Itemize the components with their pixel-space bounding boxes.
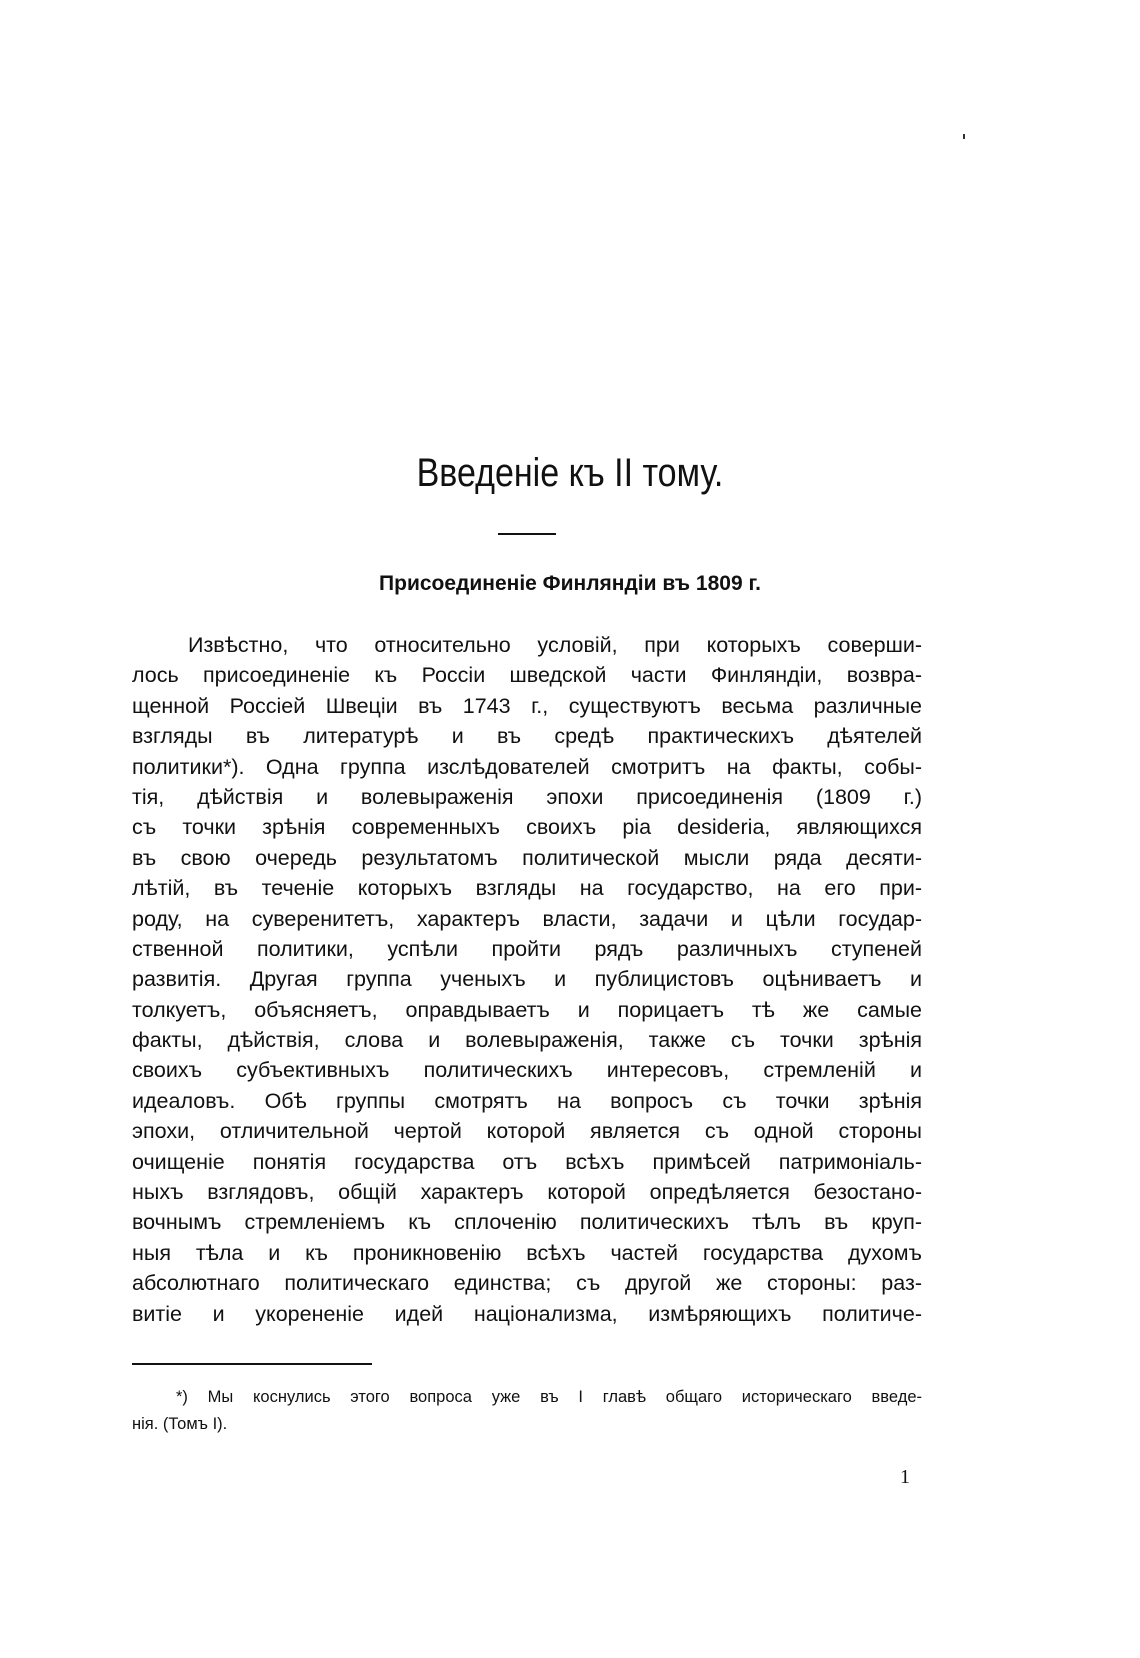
body-line: ственной политики, успѣли пройти рядъ различныхъ ступеней xyxy=(132,936,922,961)
body-line: факты, дѣйствія, слова и волевыраженія, также съ точки зрѣнія xyxy=(132,1028,922,1053)
body-line: Извѣстно, что относительно условій, при которыхъ соверши- xyxy=(188,633,922,657)
body-line: политики*). Одна группа изслѣдователей смотритъ на факты, собы- xyxy=(132,754,922,779)
body-paragraph xyxy=(132,630,922,1329)
page-number: 1 xyxy=(900,1466,910,1488)
body-line: развитія. Другая группа ученыхъ и публицистовъ оцѣниваетъ и xyxy=(132,967,922,992)
footnote-line: нія. (Томъ I). xyxy=(132,1415,228,1433)
title-rule xyxy=(498,533,556,535)
body-line: толкуетъ, объясняетъ, оправдываетъ и порицаетъ тѣ же самые xyxy=(132,997,922,1022)
body-line: лѣтій, въ теченіе которыхъ взгляды на государство, на его при- xyxy=(132,876,922,901)
body-line: ныя тѣла и къ проникновенію всѣхъ частей государства духомъ xyxy=(132,1240,922,1265)
body-line: очищеніе понятія государства отъ всѣхъ примѣсей патримоніаль- xyxy=(132,1149,922,1174)
body-line: взгляды въ литературѣ и въ средѣ практическихъ дѣятелей xyxy=(132,724,922,749)
footnote xyxy=(132,1384,922,1438)
body-line: идеаловъ. Обѣ группы смотрятъ на вопросъ съ точки зрѣнія xyxy=(132,1088,922,1113)
body-line: тія, дѣйствія и волевыраженія эпохи присоединенія (1809 г.) xyxy=(132,784,922,809)
body-line: щенной Россіей Швеціи въ 1743 г., существуютъ весьма различные xyxy=(132,693,922,718)
scan-speck xyxy=(963,134,965,139)
body-line: въ свою очередь результатомъ политической мысли ряда десяти- xyxy=(132,845,922,870)
footnote-line: *) Мы коснулись этого вопроса уже въ I главѣ общаго историческаго введе- xyxy=(176,1388,922,1406)
footnote-rule xyxy=(132,1363,372,1365)
body-line: витіе и укорененіе идей націонализма, измѣряющихъ политиче- xyxy=(132,1301,922,1326)
page-title: Введеніе къ II тому. xyxy=(416,451,724,495)
body-line: вочнымъ стремленіемъ къ сплоченію политическихъ тѣлъ въ круп- xyxy=(132,1210,922,1235)
body-line: съ точки зрѣнія современныхъ своихъ pia desideria, являющихся xyxy=(132,815,922,840)
body-line: ныхъ взглядовъ, общій характеръ которой опредѣляется безостано- xyxy=(132,1180,922,1205)
section-subtitle: Присоединеніе Финляндіи въ 1809 г. xyxy=(379,572,761,595)
body-line: абсолютнаго политическаго единства; съ другой же стороны: раз- xyxy=(132,1271,922,1296)
body-line: лось присоединеніе къ Россіи шведской части Финляндіи, возвра- xyxy=(132,663,922,688)
body-line: эпохи, отличительной чертой которой является съ одной стороны xyxy=(132,1119,922,1144)
body-line: роду, на суверенитетъ, характеръ власти, задачи и цѣли государ- xyxy=(132,906,922,931)
body-line: своихъ субъективныхъ политическихъ интересовъ, стремленій и xyxy=(132,1058,922,1083)
